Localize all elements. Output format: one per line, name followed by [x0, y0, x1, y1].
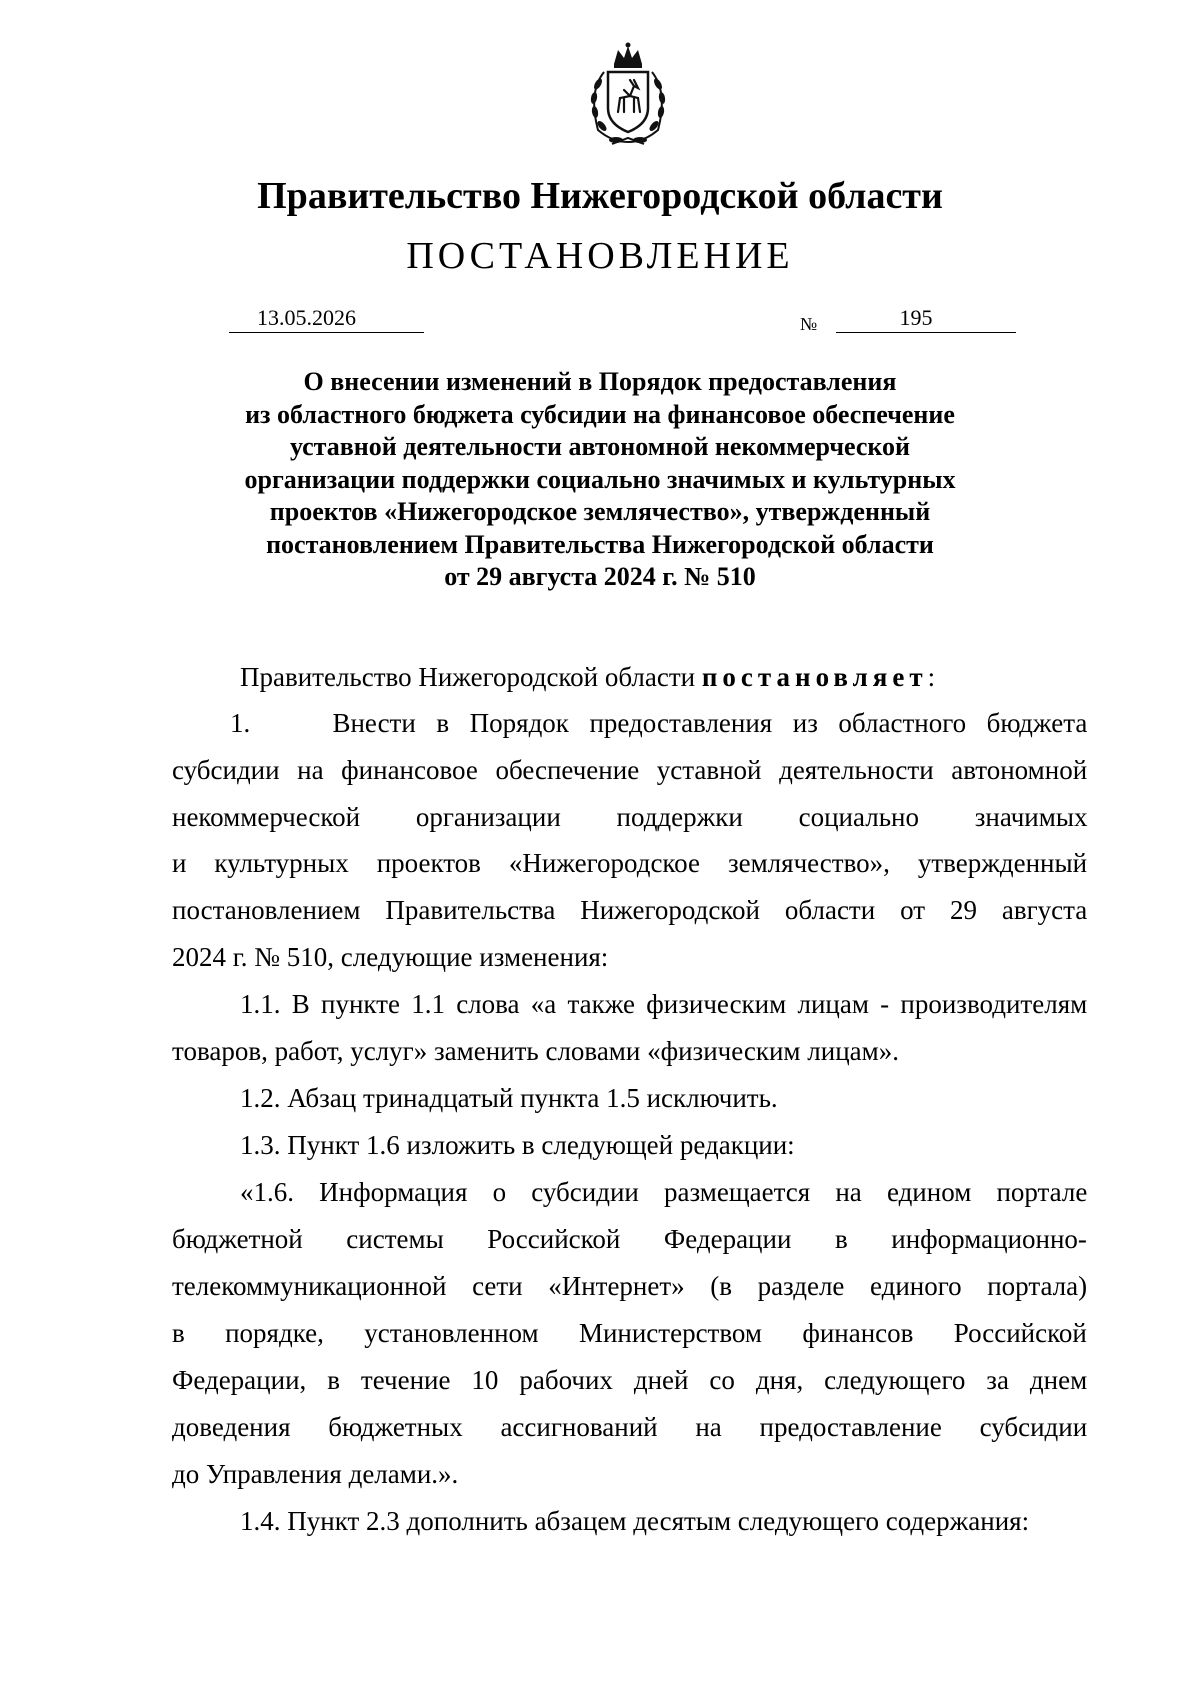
- decree-word: постановляет: [701, 662, 928, 692]
- document-date: 13.05.2026: [229, 304, 424, 333]
- preamble: [240, 662, 1087, 692]
- number-label: №: [800, 314, 818, 334]
- body-line: товаров, работ, услуг» заменить словами «физическим лицам».: [172, 1036, 899, 1066]
- body-line: бюджетной системы Российской Федерации в информационно-: [172, 1224, 1087, 1254]
- body-line: 2024 г. № 510, следующие изменения:: [172, 942, 609, 972]
- body-line: «1.6. Информация о субсидии размещается на едином портале: [240, 1177, 1088, 1207]
- organization-title: Правительство Нижегородской области: [257, 175, 943, 217]
- body-line: 1.3. Пункт 1.6 изложить в следующей редакции:: [240, 1130, 795, 1160]
- body-line: [230, 708, 1087, 738]
- body-line: субсидии на финансовое обеспечение уставной деятельности автономной: [172, 755, 1088, 785]
- body-line: 1.4. Пункт 2.3 дополнить абзацем десятым следующего содержания:: [240, 1506, 1030, 1536]
- body-line: некоммерческой организации поддержки социально значимых: [172, 802, 1088, 832]
- subject-line: от 29 августа 2024 г. № 510: [444, 562, 756, 591]
- body-line: в порядке, установленном Министерством финансов Российской: [172, 1318, 1087, 1348]
- subject-line: из областного бюджета субсидии на финансовое обеспечение: [245, 399, 955, 429]
- subject-line: организации поддержки социально значимых и культурных: [244, 464, 956, 494]
- preamble-text: Правительство Нижегородской области: [240, 662, 696, 692]
- body-line: 1.1. В пункте 1.1 слова «а также физическим лицам - производителям: [240, 989, 1088, 1019]
- body-line: доведения бюджетных ассигнований на предоставление субсидии: [172, 1412, 1088, 1442]
- body-line: постановлением Правительства Нижегородской области от 29 августа: [172, 895, 1088, 925]
- body-line: и культурных проектов «Нижегородское землячество», утвержденный: [172, 848, 1088, 878]
- body-line-text: 1. Внести в Порядок предоставления из областного бюджета: [230, 708, 1088, 738]
- subject-line: проектов «Нижегородское землячество», утвержденный: [269, 497, 931, 526]
- document-number: 195: [836, 304, 1016, 333]
- body-line: телекоммуникационной сети «Интернет» (в разделе единого портала): [172, 1271, 1088, 1301]
- document-type: ПОСТАНОВЛЕНИЕ: [406, 235, 794, 277]
- subject-line: О внесении изменений в Порядок предоставления: [303, 367, 897, 396]
- coat-of-arms-emblem: [568, 42, 688, 150]
- body-line: Федерации, в течение 10 рабочих дней со дня, следующего за днем: [172, 1365, 1088, 1395]
- body-line: до Управления делами.».: [172, 1459, 459, 1489]
- preamble-colon: :: [927, 662, 936, 692]
- document-subject: [0, 366, 1200, 594]
- body-line: 1.2. Абзац тринадцатый пункта 1.5 исключить.: [240, 1083, 778, 1113]
- subject-line: постановлением Правительства Нижегородской области: [266, 529, 934, 559]
- subject-line: уставной деятельности автономной некоммерческой: [289, 432, 911, 461]
